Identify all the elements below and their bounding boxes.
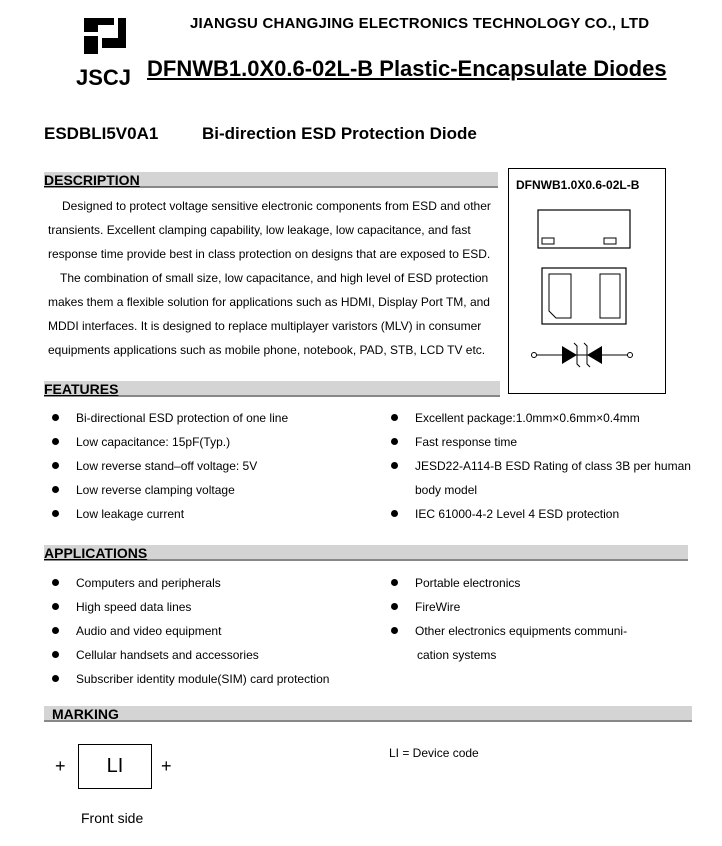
list-item: Fast response time (387, 430, 691, 454)
document-title: DFNWB1.0X0.6-02L-B Plastic-Encapsulate Diodes (147, 56, 667, 81)
list-item: Low reverse clamping voltage (48, 478, 288, 502)
company-name: JIANGSU CHANGJING ELECTRONICS TECHNOLOGY CO., LTD (190, 15, 650, 32)
product-subtitle: Bi-direction ESD Protection Diode (202, 124, 477, 143)
list-item: Subscriber identity module(SIM) card protection (48, 667, 329, 691)
marking-box (78, 744, 152, 789)
plus-left: + (55, 756, 66, 776)
part-number: ESDBLI5V0A1 (44, 124, 159, 143)
list-item-continuation: body model (415, 483, 478, 497)
features-heading: FEATURES (44, 381, 119, 397)
features-left-list (48, 406, 288, 526)
package-drawing (520, 200, 640, 370)
list-item: Low reverse stand–off voltage: 5V (48, 454, 288, 478)
device-code-legend: LI = Device code (389, 746, 479, 760)
list-item: IEC 61000-4-2 Level 4 ESD protection (387, 502, 691, 526)
description-text: Designed to protect voltage sensitive electronic components from ESD and other transients. Excellent clamping capability, low leakage, low capacitance, and fast response time provide best in class protection on designs that are exposed to ESD. The combination of small size, low capacitance, and high level of ESD protection makes them a flexible solution for applications such as HDMI, Display Port TM, and MDDI interfaces. It is designed to replace multiplayer varistors (MLV) in consumer equipments applications such as mobile phone, notebook, PAD, STB, LCD TV etc. (48, 199, 491, 357)
marking-bar (44, 706, 692, 722)
features-right-list (387, 406, 691, 526)
list-item: Excellent package:1.0mm×0.6mm×0.4mm (387, 406, 691, 430)
marking-code: LI (106, 755, 124, 777)
list-item: Computers and peripherals (48, 571, 329, 595)
package-side-view (538, 210, 630, 248)
plus-right: + (161, 756, 172, 776)
list-item: Cellular handsets and accessories (48, 643, 329, 667)
list-item: Audio and video equipment (48, 619, 329, 643)
list-item: JESD22-A114-B ESD Rating of class 3B per human (387, 454, 691, 478)
list-item: Low leakage current (48, 502, 288, 526)
applications-heading: APPLICATIONS (44, 545, 148, 561)
marking-heading: MARKING (52, 706, 119, 722)
package-bottom-view (542, 268, 626, 324)
list-item: FireWire (387, 595, 627, 619)
front-side-label: Front side (81, 810, 144, 826)
list-item: Low capacitance: 15pF(Typ.) (48, 430, 288, 454)
logo-text: JSCJ (76, 65, 132, 88)
jscj-logo (76, 18, 136, 88)
package-title: DFNWB1.0X0.6-02L-B (516, 178, 640, 192)
applications-right-list (387, 571, 627, 667)
diode-symbol-icon (532, 343, 633, 367)
applications-left-list (48, 571, 329, 691)
list-item-continuation: cation systems (417, 648, 497, 662)
list-item: Other electronics equipments communi- (387, 619, 627, 643)
list-item: Portable electronics (387, 571, 627, 595)
list-item: Bi-directional ESD protection of one line (48, 406, 288, 430)
description-heading: DESCRIPTION (44, 172, 140, 188)
list-item: High speed data lines (48, 595, 329, 619)
